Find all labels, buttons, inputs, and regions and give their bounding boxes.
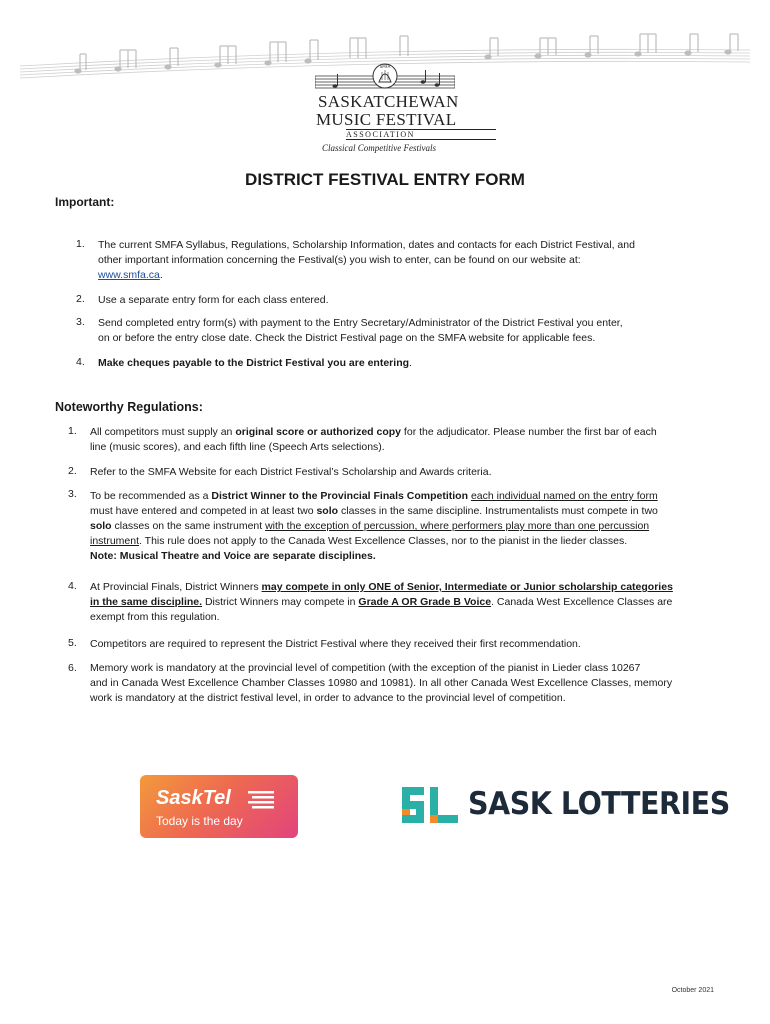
reg-5: Competitors are required to represent the District Festival where they received their first recommendation. [90,638,581,650]
reg-3 [90,489,750,564]
important-item-1-period: . [159,269,163,281]
reg-3-text-a: To be recommended as a [90,490,212,502]
reg-3-note: Note: Musical Theatre and Voice are separate disciplines. [90,550,376,562]
reg-4-l2d: . Canada West Excellence Classes are [491,596,673,608]
reg-4-line3: exempt from this regulation. [90,611,220,623]
important-item-2: Use a separate entry form for each class entered. [98,294,329,306]
reg-6-line3: work is mandatory at the district festival level, in order to advance to the provincial level of competition. [90,692,566,704]
reg-3-number: 3. [68,488,77,500]
smfa-logo [300,62,470,162]
reg-4 [90,580,750,625]
reg-6-line2: and in Canada West Excellence Chamber Classes 10980 and 10981). In all other Canada West Excellence Classes, memory [90,677,673,689]
staff-with-crest-icon [315,62,455,94]
sask-lotteries-mark-icon [400,783,460,827]
important-item-4-number: 4. [76,356,85,368]
org-name-line1: SASKATCHEWAN [318,92,459,111]
reg-4-l2-bold-underline: in the same discipline. [90,596,203,608]
reg-4-l2b: District Winners may compete in [202,596,359,608]
noteworthy-label: Noteworthy Regulations: [55,400,203,414]
reg-1-text-c: for the adjudicator. Please number the first bar of each [401,426,657,438]
important-label: Important: [55,195,115,209]
reg-3-l4b: . This rule does not apply to the Canada West Excellence Classes, nor to the pianist in the lieder classes. [139,535,628,547]
important-item-3-number: 3. [76,316,85,328]
org-name-line2: MUSIC FESTIVAL [316,110,457,129]
sask-lotteries-logo [400,780,730,830]
sask-lotteries-wordmark: SASK LOTTERIES [468,786,730,822]
sasktel-name: SaskTel [156,787,231,809]
important-item-2-number: 2. [76,293,85,305]
reg-3-l4-underline: instrument [90,535,140,547]
reg-3-underline: each individual named on the entry form [470,490,658,502]
reg-4-grade-voice: Grade A OR Grade B Voice [358,596,492,608]
reg-6-number: 6. [68,662,77,674]
reg-4-text-a: At Provincial Finals, District Winners [90,581,262,593]
important-item-1-line1: The current SMFA Syllabus, Regulations, Scholarship Information, dates and contacts for each District Festival, and [98,239,635,251]
sasktel-flag-icon [248,791,274,809]
reg-3-l3b: classes on the same instrument [111,520,266,532]
reg-5-number: 5. [68,637,77,649]
important-item-3-line1: Send completed entry form(s) with payment to the Entry Secretary/Administrator of the District Festival you enter, [98,317,623,329]
reg-1-bold: original score or authorized copy [235,426,402,438]
org-name-line3: ASSOCIATION [346,129,496,140]
reg-4-number: 4. [68,580,77,592]
reg-3-l3-solo: solo [90,520,112,532]
important-item-1 [98,238,738,283]
reg-1-line2: line (music scores), and each fifth line (Speech Arts selections). [90,441,385,453]
important-item-4-period: . [409,357,412,369]
footer-date: October 2021 [671,987,714,994]
reg-3-l2c: classes in the same discipline. Instrumentalists must compete in two [338,505,658,517]
page-title: DISTRICT FESTIVAL ENTRY FORM [245,170,525,189]
important-item-1-line2: other important information concerning the Festival(s) you wish to enter, can be found on our website at: [98,254,581,266]
reg-1-number: 1. [68,425,77,437]
reg-4-bold-underline: may compete in only ONE of Senior, Intermediate or Junior scholarship categories [261,581,673,593]
reg-3-l3-underline: with the exception of percussion, where performers play more than one percussion [265,520,650,532]
reg-6-line1: Memory work is mandatory at the provincial level of competition (with the exception of the pianist in Lieder class 10267 [90,662,641,674]
org-tagline: Classical Competitive Festivals [322,143,436,153]
important-item-4 [98,356,412,371]
reg-3-bold: District Winner to the Provincial Finals Competition [211,490,469,502]
reg-3-l2a: must have entered and competed in at least two [90,505,317,517]
sasktel-logo [140,775,298,838]
reg-6 [90,661,750,706]
crest-text: SMFA [379,64,391,69]
reg-2: Refer to the SMFA Website for each District Festival’s Scholarship and Awards criteria. [90,466,492,478]
important-item-3-line2: on or before the entry close date. Check the District Festival page on the SMFA website for applicable fees. [98,332,596,344]
reg-1-text-a: All competitors must supply an [90,426,236,438]
reg-2-number: 2. [68,465,77,477]
smfa-website-link[interactable]: www.smfa.ca [98,269,160,281]
cheques-note: Make cheques payable to the District Festival you are entering [98,357,410,369]
reg-1 [90,425,740,455]
sasktel-tagline: Today is the day [156,814,243,828]
reg-3-l2-solo: solo [316,505,339,517]
important-item-1-number: 1. [76,238,85,250]
important-item-3 [98,316,738,346]
